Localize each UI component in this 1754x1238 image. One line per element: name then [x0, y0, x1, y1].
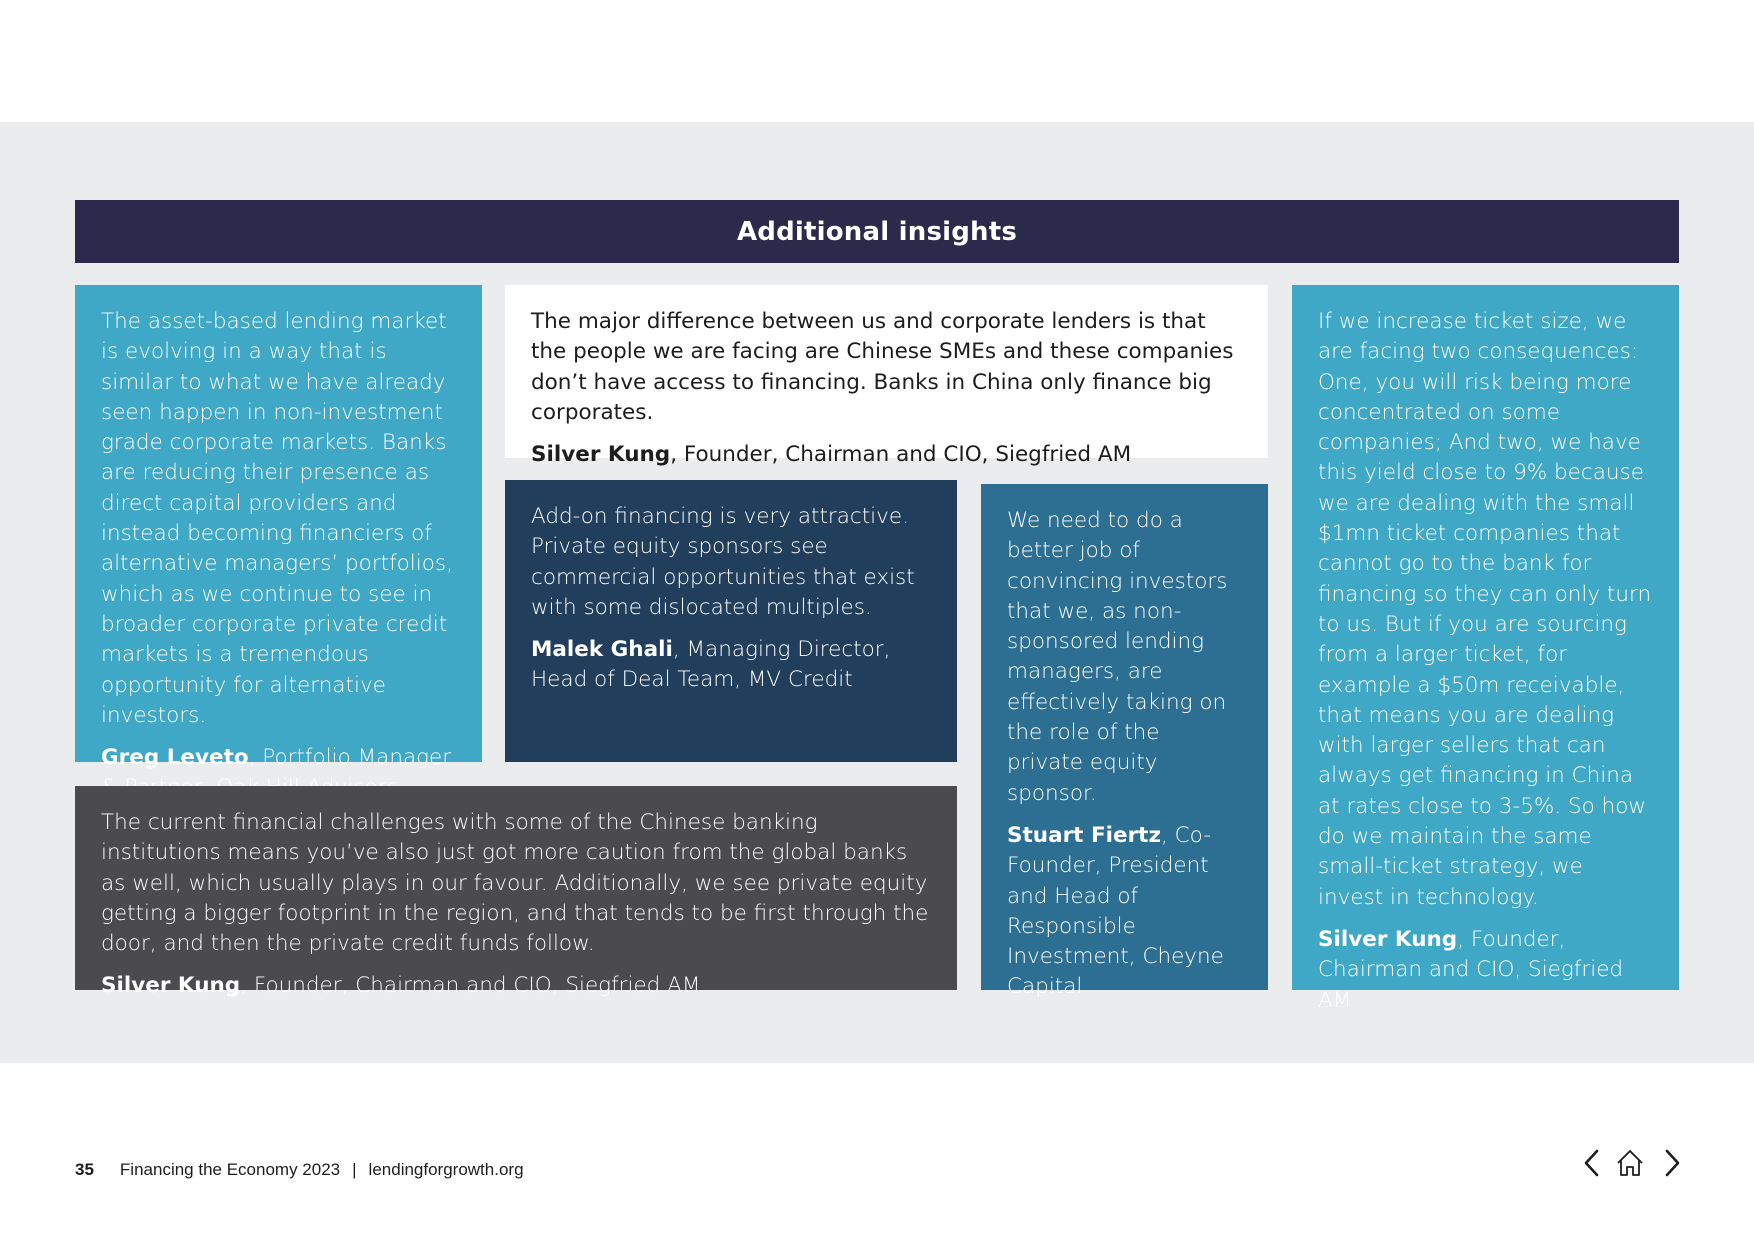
quote-text: If we increase ticket size, we are facing two consequences: One, you will risk being more concentrated on some companies; And two, we have this yield close to 9% because we are dealing with the small $1mn ticket companies that cannot go to the bank for financing so they can only turn to us. But if you are sourcing from a larger ticket, for example a $50m receivable, that means you are dealing with larger sellers that can always get financing in China at rates close to 3-5%. So how do we maintain the same small-ticket strategy, we invest in technology.	[1318, 309, 1652, 910]
next-page-button[interactable]	[1656, 1145, 1688, 1181]
quote-text: Add-on financing is very attractive. Private equity sponsors see commercial opportunities that exist with some dislocated multiples.	[531, 504, 915, 620]
home-icon	[1616, 1148, 1644, 1178]
quote-attribution	[1007, 821, 1242, 1003]
speaker-name: Silver Kung	[1318, 926, 1458, 952]
quote-card-kung-2	[1292, 285, 1679, 1013]
section-header	[75, 200, 1679, 263]
speaker-role: , Founder, Chairman and CIO, Siegfried AM	[1318, 926, 1624, 1013]
speaker-name: Malek Ghali	[531, 637, 673, 663]
speaker-name: Silver Kung	[101, 973, 241, 999]
quote-card-ghali	[505, 480, 957, 762]
publication-title: Financing the Economy 2023	[119, 1160, 341, 1179]
page-footer	[75, 1158, 524, 1182]
quote-text: The current financial challenges with some of the Chinese banking institutions means you’ve also just got more caution from the global banks as well, which usually plays in our favour. Additionally, we see private equity getting a bigger footprint in the region, and that tends to be first through the door, and then the private credit funds follow.	[101, 810, 929, 957]
speaker-name: Greg Leveto	[101, 745, 249, 771]
quote-text: We need to do a better job of convincing investors that we, as non-sponsored lending managers, are effectively taking on the role of the private equity sponsor.	[1007, 508, 1228, 806]
quote-text: The major difference between us and corporate lenders is that the people we are facing are Chinese SMEs and these companies don’t have access to financing. Banks in China only finance big corporates.	[531, 309, 1234, 425]
speaker-role: , Managing Director, Head of Deal Team, MV Credit	[531, 637, 891, 693]
speaker-role: , Founder, Chairman and CIO, Siegfried AM	[670, 442, 1132, 468]
speaker-role: , Portfolio Manager	[248, 745, 452, 771]
home-button[interactable]	[1614, 1145, 1646, 1181]
speaker-role: , Co-Founder, President and Head of Responsible Investment, Cheyne Capital	[1007, 822, 1224, 1000]
quote-attribution	[531, 440, 1242, 470]
footer-separator: |	[352, 1160, 357, 1179]
quote-text: The asset-based lending market is evolving in a way that is similar to what we have already seen happen in non-investment grade corporate markets. Banks are reducing their presence as direct capital providers and instead becoming financiers of alternative managers’ portfolios, which as we continue to see in broader corporate private credit markets is a tremendous opportunity for alternative investors.	[101, 309, 453, 728]
quote-card-kung-1	[505, 285, 1268, 468]
website-link[interactable]: lendingforgrowth.org	[368, 1160, 524, 1179]
speaker-role: , Founder, Chairman and CIO, Siegfried AM	[240, 973, 701, 999]
previous-page-button[interactable]	[1576, 1145, 1608, 1181]
quote-attribution	[1318, 925, 1653, 1016]
speaker-name: Stuart Fiertz	[1007, 822, 1161, 848]
quote-attribution	[531, 635, 931, 696]
chevron-right-icon	[1662, 1148, 1682, 1178]
quote-card-leveto	[75, 285, 482, 771]
quote-card-kung-3	[75, 786, 957, 999]
section-title: Additional insights	[736, 216, 1018, 247]
page-number: 35	[75, 1160, 94, 1179]
quote-card-fiertz	[981, 484, 1268, 1000]
chevron-left-icon	[1582, 1148, 1602, 1178]
speaker-name: Silver Kung	[531, 442, 671, 468]
quote-attribution	[101, 971, 931, 1001]
